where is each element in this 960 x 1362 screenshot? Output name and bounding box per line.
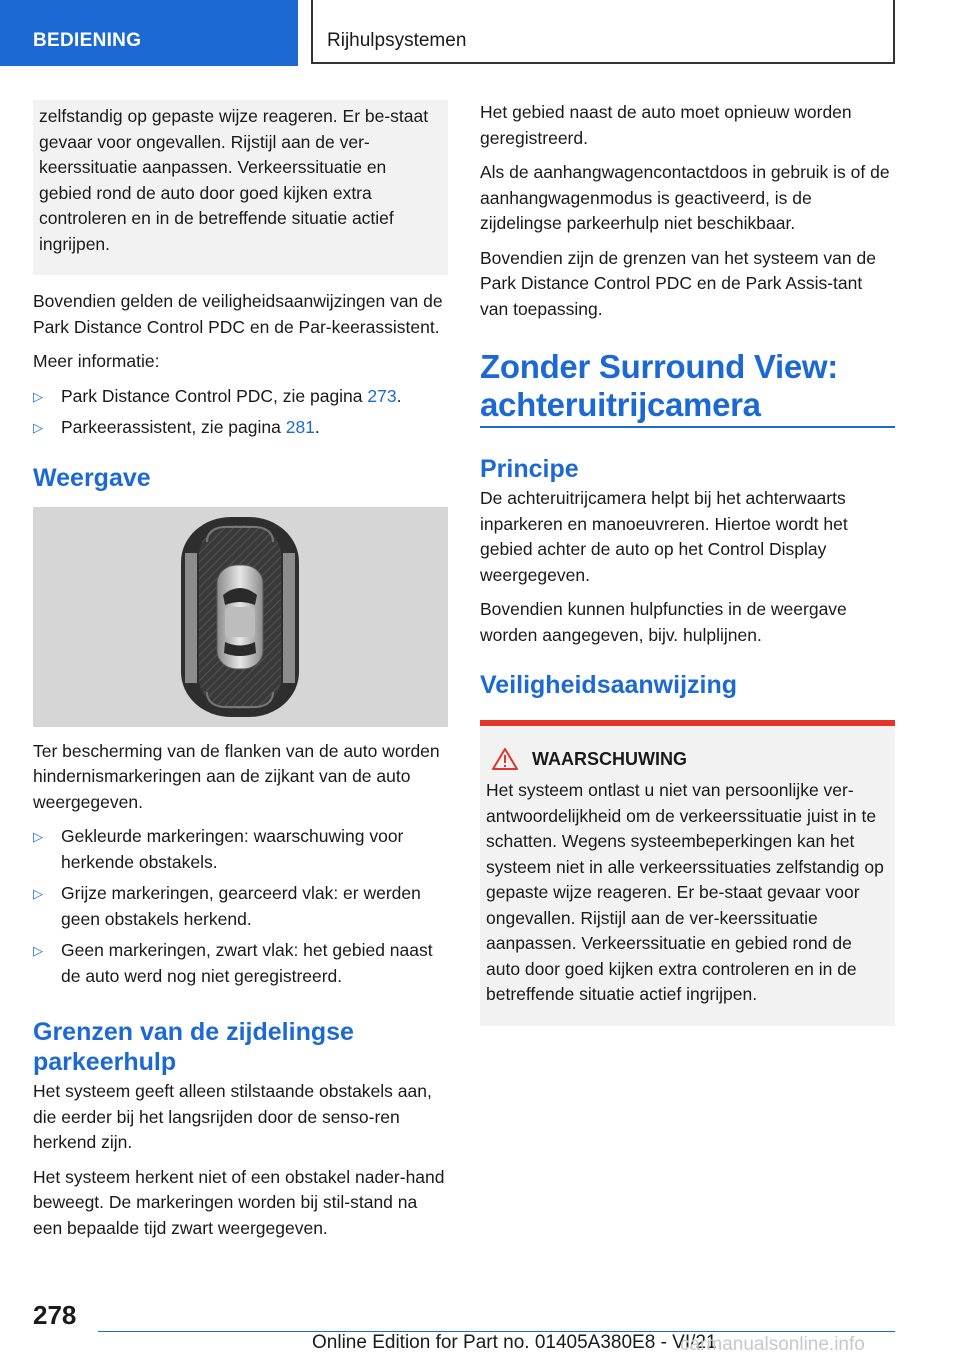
side-parking-aid-illustration	[33, 507, 448, 727]
right-column	[480, 100, 895, 1026]
footer-edition: Online Edition for Part no. 01405A380E8 - VI/21	[312, 1332, 717, 1353]
warning-triangle-icon	[492, 748, 518, 770]
more-info-list	[33, 384, 448, 441]
principle-paragraph-2: Bovendien kunnen hulpfuncties in de weergave worden aangegeven, bijv. hulplijnen.	[480, 599, 847, 645]
heading-limits: Grenzen van de zijdelingse parkeerhulp	[33, 1018, 354, 1076]
list-item	[33, 415, 448, 441]
reregister-paragraph: Het gebied naast de auto moet opnieuw worden geregistreerd.	[480, 102, 852, 148]
chapter-tab[interactable]: Rijhulpsystemen	[311, 0, 895, 64]
list-item	[33, 881, 448, 932]
triangle-bullet-icon: ▷	[33, 388, 43, 404]
limits-paragraph-1: Het systeem geeft alleen stilstaande obstakels aan, die eerder bij het langsrijden door de senso-ren herkend zijn.	[33, 1081, 432, 1152]
list-item-suffix: .	[396, 385, 402, 406]
triangle-bullet-icon: ▷	[33, 420, 43, 435]
section-tab[interactable]: BEDIENING	[0, 0, 298, 66]
more-info-label: Meer informatie:	[33, 351, 160, 371]
warning-box	[480, 720, 895, 1026]
warning-text: Het systeem ontlast u niet van persoonlijke ver-antwoordelijkheid om de verkeerssituatie juist in te schatten. Wegens systeembeperkingen kan het systeem niet in alle verkeerssituaties zelfstandig op gepaste wijze reageren. Er be-staat gevaar voor ongevallen. Rijstijl aan de ver-keerssituatie aanpassen. Verkeerssituatie en gebied rond de auto door goed kijken extra controleren en in de betreffende situatie actief ingrijpen.	[486, 780, 884, 1004]
warning-title-row	[486, 748, 887, 770]
triangle-bullet-icon: ▷	[33, 886, 43, 901]
list-item-suffix: .	[314, 417, 320, 437]
display-paragraph: Ter bescherming van de flanken van de auto worden hindernismarkeringen aan de zijkant van de auto weergegeven.	[33, 740, 440, 812]
list-item	[33, 824, 448, 875]
page-number: 278	[33, 1300, 77, 1330]
heading-principle: Principe	[480, 455, 579, 483]
list-item-text: Grijze markeringen, gearceerd vlak: er werden geen obstakels herkend.	[61, 883, 421, 929]
warning-title: WAARSCHUWING	[532, 748, 687, 769]
page-header	[0, 0, 960, 66]
heading-safety: Veiligheidsaanwijzing	[480, 671, 738, 699]
system-limits-paragraph: Bovendien zijn de grenzen van het systeem van de Park Distance Control PDC en de Park Assis-tant van toepassing.	[480, 247, 876, 319]
list-item	[33, 384, 448, 410]
list-item-text: Park Distance Control PDC, zie pagina	[61, 385, 368, 406]
page-link-281[interactable]: 281	[285, 417, 315, 437]
watermark: carmanualsonline.info	[680, 1334, 865, 1355]
trailer-paragraph: Als de aanhangwagencontactdoos in gebruik is of de aanhangwagenmodus is geactiveerd, is de zijdelingse parkeerhulp niet beschikbaar.	[480, 162, 890, 233]
warning-continuation-box	[33, 100, 448, 275]
triangle-bullet-icon: ▷	[33, 943, 43, 958]
list-item-text: Geen markeringen, zwart vlak: het gebied naast de auto werd nog niet geregistreerd.	[61, 940, 433, 986]
heading-display: Weergave	[33, 463, 151, 492]
display-markers-list	[33, 824, 448, 989]
principle-paragraph-1: De achteruitrijcamera helpt bij het achterwaarts inparkeren en manoeuvreren. Hiertoe wordt het gebied achter de auto op het Control Display weergegeven.	[480, 488, 848, 585]
heading-rule	[480, 426, 895, 428]
page-link-273[interactable]: 273	[367, 385, 397, 406]
limits-paragraph-2: Het systeem herkent niet of een obstakel nader-hand beweegt. De markeringen worden bij stil-stand na een bepaalde tijd zwart weergegeven.	[33, 1166, 445, 1238]
warning-body	[480, 726, 895, 1026]
left-column	[33, 100, 448, 1250]
list-item-text: Parkeerassistent, zie pagina	[61, 417, 286, 437]
triangle-bullet-icon: ▷	[33, 829, 43, 844]
notes-paragraph: Bovendien gelden de veiligheidsaanwijzingen van de Park Distance Control PDC en de Par-keerassistent.	[33, 291, 443, 337]
warning-continuation-text: zelfstandig op gepaste wijze reageren. Er be-staat gevaar voor ongevallen. Rijstijl aan de ver-keerssituatie aanpassen. Verkeerssituatie en gebied rond de auto door goed kijken extra controleren en in de betreffende situatie actief ingrijpen.	[39, 106, 429, 254]
list-item	[33, 938, 448, 989]
heading-rear-camera: Zonder Surround View: achteruitrijcamera	[480, 348, 838, 423]
list-item-text: Gekleurde markeringen: waarschuwing voor herkende obstakels.	[61, 826, 404, 872]
